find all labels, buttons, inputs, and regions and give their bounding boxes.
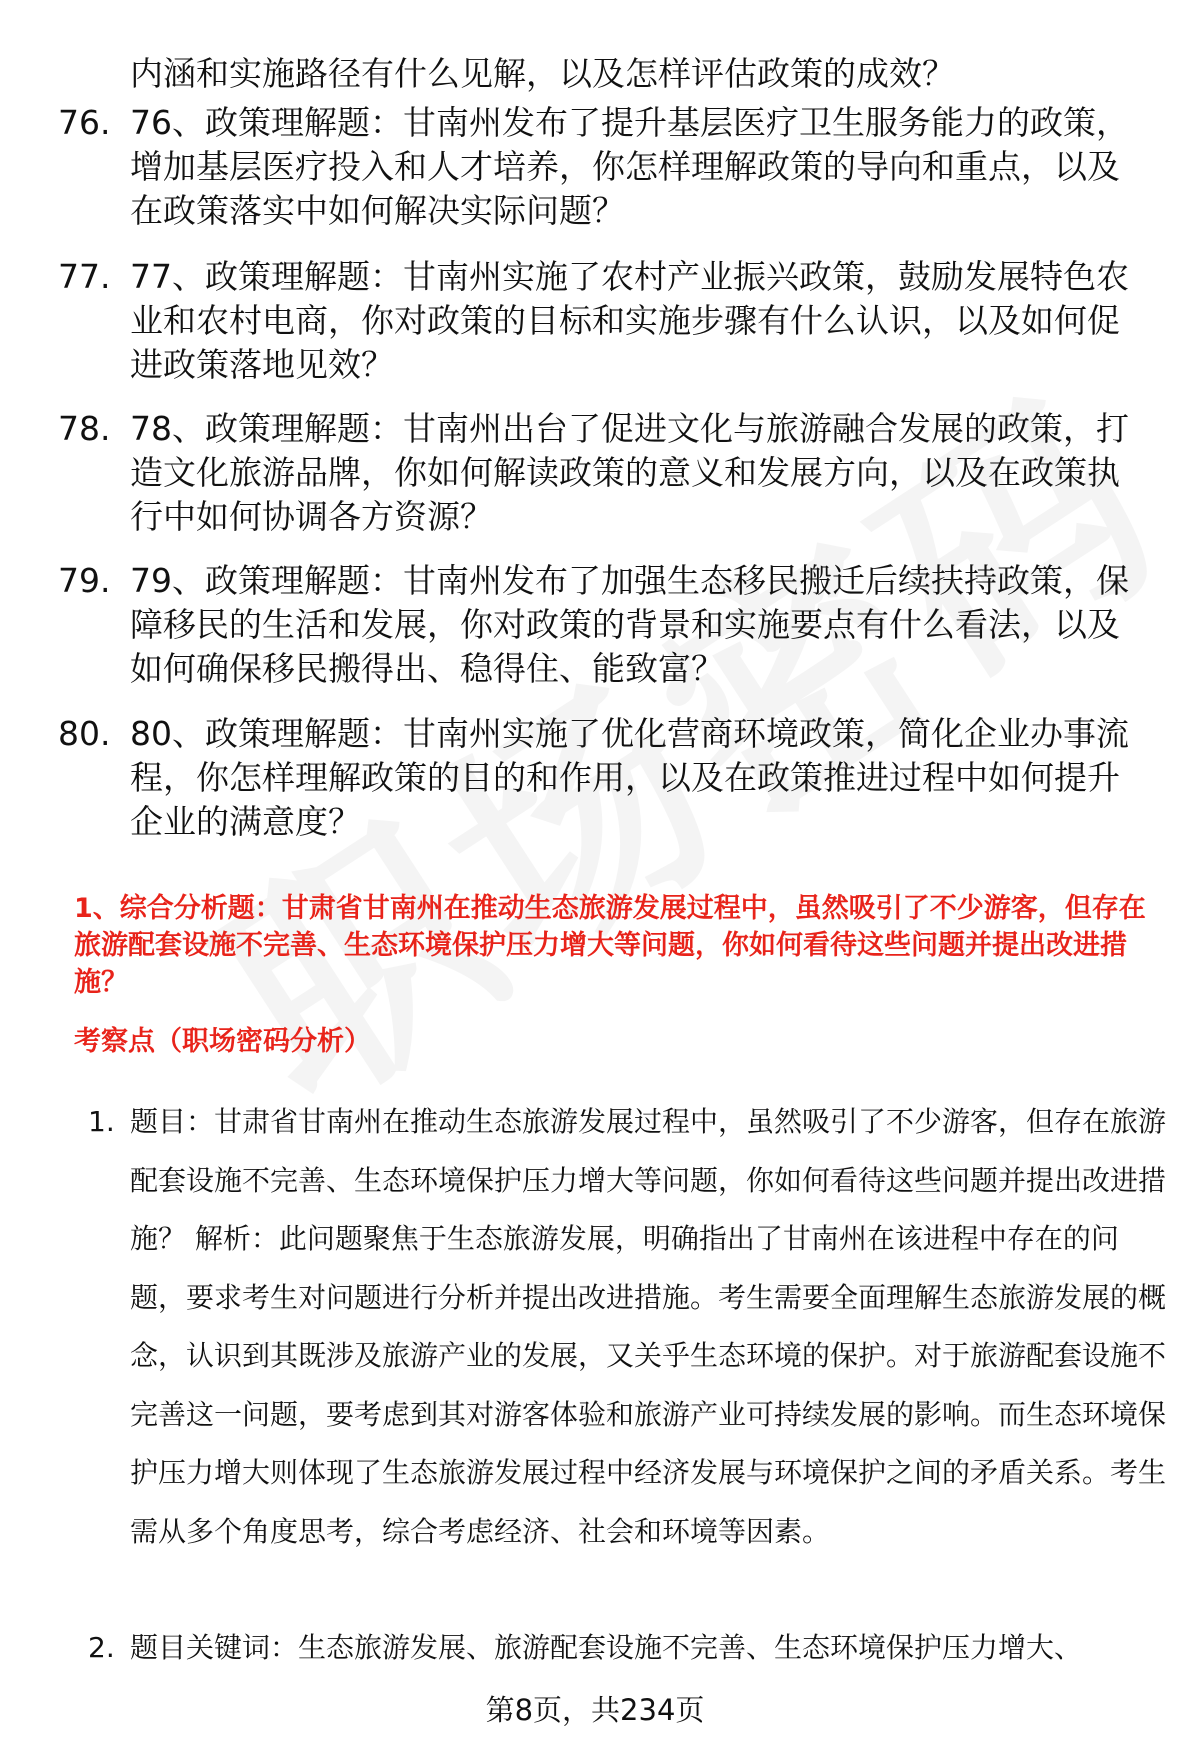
section-heading: 1、综合分析题：甘肃省甘南州在推动生态旅游发展过程中，虽然吸引了不少游客，但存在旅游配套设施不完善、生态环境保护压力增大等问题，你如何看待这些问题并提出改进措施？ [74, 893, 1146, 998]
list-item [58, 255, 1158, 387]
question-text: 78、政策理解题：甘南州出台了促进文化与旅游融合发展的政策，打造文化旅游品牌，你如何解读政策的意义和发展方向，以及在政策执行中如何协调各方资源？ [130, 409, 1129, 536]
list-item [58, 559, 1158, 691]
list-item [58, 101, 1158, 233]
analysis-item [88, 1093, 1168, 1561]
list-number: 80. [58, 714, 111, 753]
question-text: 76、政策理解题：甘南州发布了提升基层医疗卫生服务能力的政策，增加基层医疗投入和人才培养，你怎样理解政策的导向和重点，以及在政策落实中如何解决实际问题？ [130, 103, 1129, 230]
list-number: 2. [88, 1631, 115, 1664]
question-text: 77、政策理解题：甘南州实施了农村产业振兴政策，鼓励发展特色农业和农村电商，你对政策的目标和实施步骤有什么认识，以及如何促进政策落地见效？ [130, 257, 1129, 384]
question-text: 79、政策理解题：甘南州发布了加强生态移民搬迁后续扶持政策，保障移民的生活和发展，你对政策的背景和实施要点有什么看法，以及如何确保移民搬得出、稳得住、能致富？ [130, 561, 1129, 688]
list-number: 78. [58, 409, 111, 448]
question-continuation: 内涵和实施路径有什么见解，以及怎样评估政策的成效？ [130, 54, 955, 93]
list-item [58, 407, 1158, 539]
list-number: 76. [58, 103, 111, 142]
list-item [58, 712, 1158, 844]
list-number: 79. [58, 561, 111, 600]
analysis-item [88, 1619, 1168, 1678]
question-text: 80、政策理解题：甘南州实施了优化营商环境政策，简化企业办事流程，你怎样理解政策的目的和作用，以及在政策推进过程中如何提升企业的满意度？ [130, 714, 1129, 841]
analysis-text: 题目关键词：生态旅游发展、旅游配套设施不完善、生态环境保护压力增大、 [130, 1631, 1083, 1664]
analysis-text: 题目：甘肃省甘南州在推动生态旅游发展过程中，虽然吸引了不少游客，但存在旅游配套设施不完善、生态环境保护压力增大等问题，你如何看待这些问题并提出改进措施？ 解析：此问题聚焦于生态旅游发展，明确指出了甘南州在该进程中存在的问题，要求考生对问题进行分析并提出改进措施。考生需要全面理解生态旅游发展的概念，认识到其既涉及旅游产业的发展，又关乎生态环境的保护。对于旅游配套设施不完善这一问题，要考虑到其对游客体验和旅游产业可持续发展的影响。而生态环境保护压力增大则体现了生态旅游发展过程中经济发展与环境保护之间的矛盾关系。考生需从多个角度思考，综合考虑经济、社会和环境等因素。 [130, 1105, 1167, 1548]
list-number: 1. [88, 1105, 115, 1138]
list-number: 77. [58, 257, 111, 296]
page-footer: 第8页，共234页 [485, 1693, 705, 1727]
section-subheading: 考察点（职场密码分析） [74, 1026, 371, 1057]
